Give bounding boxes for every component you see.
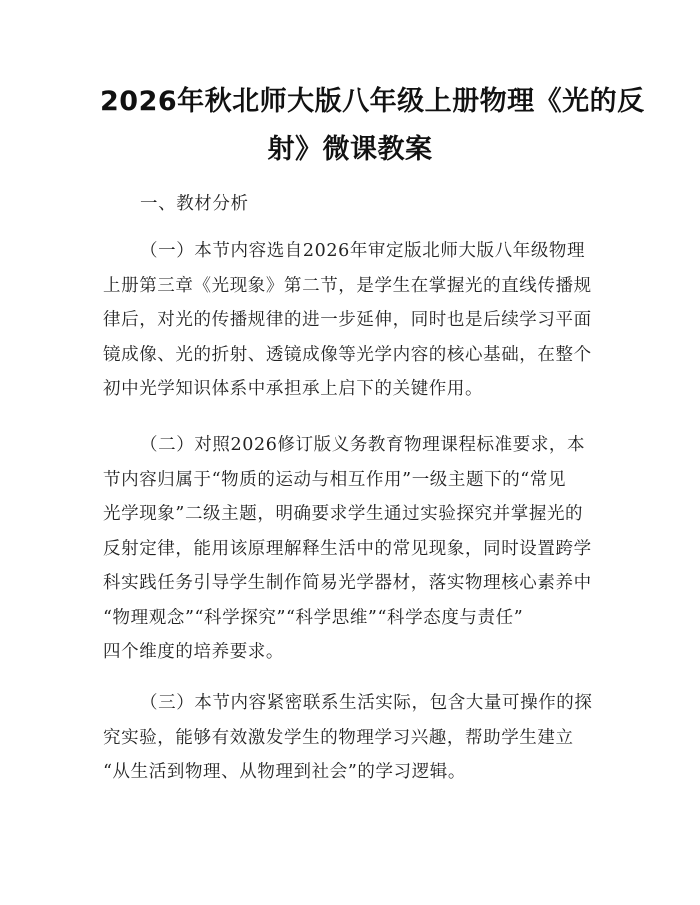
title-line-1: 2026年秋北师大版八年级上册物理《光的反 [100,86,645,117]
paragraph-line: （一）本节内容选自2026年审定版北师大版八年级物理 [140,241,586,261]
paragraph-line: 节内容归属于“物质的运动与相互作用”一级主题下的“常见 [103,469,567,490]
paragraph-line: 上册第三章《光现象》第二节，是学生在掌握光的直线传播规 [103,275,592,296]
paragraph-2 [103,428,598,670]
paragraph-line: （二）对照2026修订版义务教育物理课程标准要求，本 [140,435,586,455]
paragraph-line: 反射定律，能用该原理解释生活中的常见现象，同时设置跨学 [103,538,592,559]
paragraph-line: “从生活到物理、从物理到社会”的学习逻辑。 [103,762,466,782]
paragraph-line: 镜成像、光的折射、透镜成像等光学内容的核心基础，在整个 [103,344,592,365]
paragraph-line: 四个维度的培养要求。 [103,642,284,662]
paragraph-line: 科实践任务引导学生制作简易光学器材，落实物理核心素养中 [103,573,592,593]
paragraph-line: “物理观念”“科学探究”“科学思维”“科学态度与责任” [103,607,524,628]
paragraph-line: （三）本节内容紧密联系生活实际，包含大量可操作的探 [140,693,593,713]
paragraph-line: 究实验，能够有效激发学生的物理学习兴趣，帮助学生建立 [103,727,574,748]
paragraph-line: 光学现象”二级主题，明确要求学生通过实验探究并掌握光的 [103,504,584,524]
paragraph-line: 律后，对光的传播规律的进一步延伸，同时也是后续学习平面 [103,310,592,330]
section-heading: 一、教材分析 [140,194,249,214]
paragraph-3 [103,686,598,790]
paragraph-1 [103,234,598,407]
paragraph-line: 初中光学知识体系中承担承上启下的关键作用。 [103,379,484,399]
title-line-2: 射》微课教案 [267,134,433,165]
document-title [100,78,645,174]
